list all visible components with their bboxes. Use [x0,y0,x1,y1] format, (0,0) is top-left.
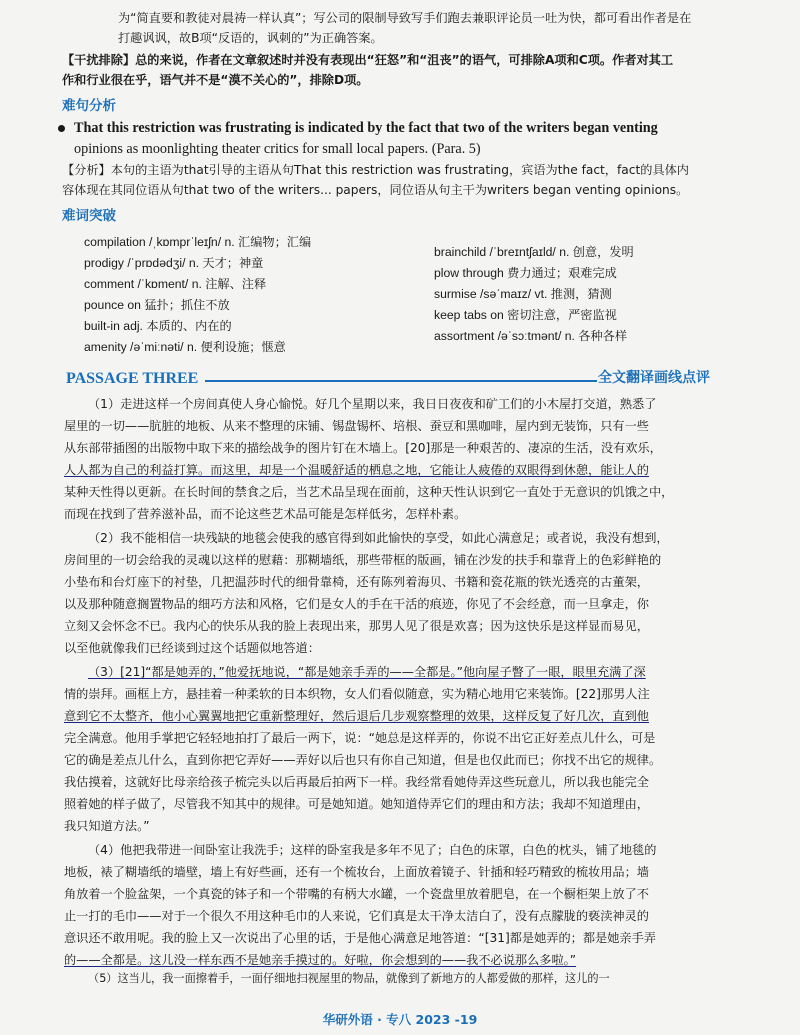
p1-line: 屋里的一切——肮脏的地板、从来不整理的床铺、锡盘锡杯、培根、蚕豆和黑咖啡，屋内到无装饰，只有一些 [64,419,649,433]
vocab-item: surmise /səˈmaɪz/ vt. 推测，猜测 [434,287,612,301]
p3-line: 我只知道方法。” [64,819,150,833]
p1-line: 而现在找到了营养滋补品，而不论这些艺术品可能是怎样低劣，怎样朴素。 [64,507,467,521]
p4-line: 地板，裱了糊墙纸的墙壁，墙上有好些画，还有一个梳妆台，上面放着镜子、针插和轻巧精致的梳妆用品；墙 [64,865,649,879]
p3-line: 照着她的样子做了，尽管我不知其中的规律。可是她知道。她知道侍弄它们的理由和方法；我却不知道理由， [64,797,649,811]
p3-line: 它的确是差点儿什么，直到你把它弄好——弄好以后也只有你自己知道，但是也仅此而已；你找不出它的规律。 [64,753,662,767]
difficult-sentence-line-2: opinions as moonlighting theater critics for small local papers. (Para. 5) [74,141,481,157]
distractor-line-1: 【干扰排除】总的来说，作者在文章叙述时并没有表现出“狂怒”和“沮丧”的语气，可排除A项和C项。作者对其工 [62,53,674,67]
vocab-item: amenity /əˈmiːnəti/ n. 便利设施；惬意 [84,340,286,354]
vocab-item: keep tabs on 密切注意，严密监视 [434,308,617,322]
p4-line-underlined: 的——全都是。这儿没一样东西不是她亲手摸过的。好啦，你会想到的——我不必说那么多啦。” [64,953,577,967]
distractor-line-2: 作和行业很在乎，语气并不是“漠不关心的”，排除D项。 [62,73,369,87]
vocab-item: built-in adj. 本质的、内在的 [84,319,232,333]
p4-line: 意识还不敢用呢。我的脸上又一次说出了心里的话，于是他心满意足地答道：“[31]都是她弄的；都是她亲手弄 [64,931,656,945]
p3-line-underlined: （3）[21]“都是她弄的，”他爱抚地说，“都是她亲手弄的——全都是。”他向屋子瞥了一眼，眼里充满了深 [88,665,646,679]
p5-line: （5）这当儿，我一面擦着手，一面仔细地扫视屋里的物品，就像到了新地方的人都爱做的那样，这儿的一 [88,972,610,985]
p2-line: 以至他就像我们已经谈到过这个话题似地答道： [64,641,320,655]
vocab-item: pounce on 猛扑；抓住不放 [84,298,230,312]
vocab-item: assortment /əˈsɔːtmənt/ n. 各种各样 [434,329,628,343]
page-footer: 华研外语 · 专八 2023 -19 [322,1012,478,1027]
p4-line: 止一打的毛巾——对于一个很久不用这种毛巾的人来说，它们真是太干净太洁白了，没有点朦胧的亵渎神灵的 [64,909,649,923]
p3-line: 完全满意。他用手掌把它轻轻地拍打了最后一两下，说：“她总是这样弄的，你说不出它正好差点儿什么，可是 [64,731,656,745]
p3-line: 我估摸着，这就好比母亲给孩子梳完头以后再最后拍两下一样。我经常看她侍弄这些玩意儿，所以我也能完全 [64,775,649,789]
p2-line: （2）我不能相信一块残缺的地毯会使我的感官得到如此愉快的享受，如此心满意足；或者说，我没有想到， [88,531,669,545]
vocabulary-heading: 难词突破 [62,208,116,224]
p1-line-underlined: 人人都为自己的利益打算。而这里，却是一个温暖舒适的栖息之地，它能让人疲倦的双眼得到休憩，能让人的 [64,463,649,477]
p3-line: 情的崇拜。画框上方，悬挂着一种柔软的日本织物，女人们看似随意，实为精心地用它来装饰。[22]那男人注 [64,687,650,701]
explanation-line-1: 为“简直要和教徒对晨祷一样认真”；写公司的限制导致写手们跑去兼职评论员一吐为快，都可看出作者是在 [118,11,692,25]
p2-line: 立刻又会怀念不已。我内心的快乐从我的脸上表现出来，那男人见了很是欢喜；因为这快乐是这样显而易见， [64,619,649,633]
difficult-sentence-line-1: That this restriction was frustrating is indicated by the fact that two of the writers began venting [74,120,658,136]
p4-line: （4）他把我带进一间卧室让我洗手；这样的卧室我是多年不见了；白色的床罩，白色的枕头，铺了地毯的 [88,843,657,857]
p2-line: 小垫布和台灯座下的衬垫，几把温莎时代的细骨靠椅，还有陈列着海贝、书籍和瓷花瓶的铁光透亮的古董架， [64,575,649,589]
bullet-icon [58,125,65,132]
explanation-line-2: 打趣讽讽，故B项“反语的，讽刺的”为正确答案。 [118,31,383,45]
vocab-item: brainchild /ˈbreɪntʃaɪld/ n. 创意，发明 [434,245,634,259]
p4-line: 角放着一个脸盆架，一个真瓷的钵子和一个带嘴的有柄大水罐，一个瓷盘里放着肥皂，在一个橱柜架上放了不 [64,887,649,901]
translation-label: 全文翻译画线点评 [598,370,710,386]
p2-line: 以及那种随意搁置物品的细巧方法和风格，它们是女人的手在干活的痕迹，你见了不会经意，而一旦拿走，你 [64,597,649,611]
header-rule [205,380,597,382]
p1-line: 某种天性得以更新。在长时间的禁食之后，当艺术品呈现在面前，这种天性认识到它一直处于无意识的饥饿之中， [64,485,674,499]
vocab-item: plow through 费力通过；艰难完成 [434,266,617,280]
p1-line: （1）走进这样一个房间真使人身心愉悦。好几个星期以来，我日日夜夜和矿工们的小木屋打交道，熟悉了 [88,397,657,411]
analysis-line-2: 容体现在其同位语从句that two of the writers... papers，同位语从句主干为writers began venting opinions。 [62,183,689,197]
vocab-item: compilation /ˌkɒmprˈleɪʃn/ n. 汇编物；汇编 [84,235,312,249]
vocab-item: comment /ˈkɒment/ n. 注解、注释 [84,277,267,291]
passage-title: PASSAGE THREE [66,370,199,387]
p3-line-underlined: 意到它不太整齐，他小心翼翼地把它重新整理好，然后退后几步观察整理的效果，这样反复了好几次，直到他 [64,709,649,723]
p1-line: 从东部带插图的出版物中取下来的描绘战争的图片钉在木墙上。[20]那是一种艰苦的、凄凉的生活，没有欢乐， [64,441,662,455]
p2-line: 房间里的一切会给我的灵魂以这样的慰藉：那糊墙纸，那些带框的版画，铺在沙发的扶手和靠背上的色彩鲜艳的 [64,553,662,567]
vocab-item: prodigy /ˈprɒdədʒi/ n. 天才；神童 [84,256,264,270]
difficult-sentence-heading: 难句分析 [62,98,116,114]
analysis-line-1: 【分析】本句的主语为that引导的主语从句That this restriction was frustrating，宾语为the fact，fact的具体内 [62,163,689,177]
